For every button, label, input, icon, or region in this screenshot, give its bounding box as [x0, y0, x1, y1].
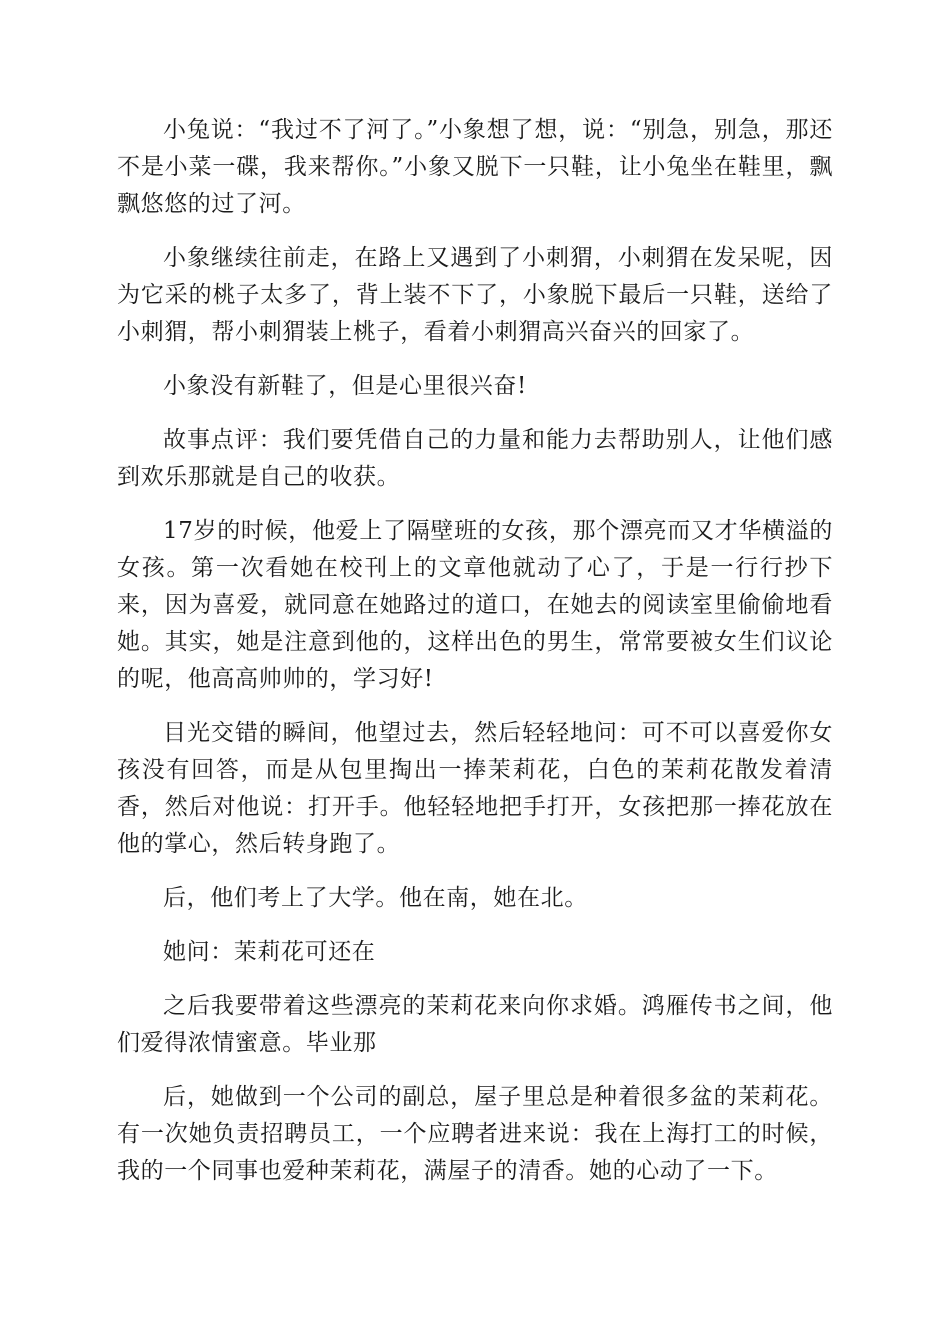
paragraph-she-asks: 她问：茉莉花可还在	[163, 939, 376, 965]
paragraph-rabbit-river: 小兔说：“我过不了河了。”小象想了想，说：“别急，别急，那还不是小菜一碟，我来帮你。”小象又脱下一只鞋，让小兔坐在鞋里，飘飘悠悠的过了河。	[117, 117, 833, 217]
paragraph-age-seventeen: 17岁的时候，他爱上了隔壁班的女孩，那个漂亮而又才华横溢的女孩。第一次看她在校刊上的文章他就动了心了，于是一行行抄下来，因为喜爱，就同意在她路过的道口，在她去的阅读室里偷偷地看她。其实，她是注意到他的，这样出色的男生，常常要被女生们议论的呢，他高高帅帅的，学习好!	[117, 518, 833, 692]
paragraph-proposal: 之后我要带着这些漂亮的茉莉花来向你求婚。鸿雁传书之间，他们爱得浓情蜜意。毕业那	[117, 993, 833, 1056]
paragraph-no-new-shoes: 小象没有新鞋了，但是心里很兴奋!	[163, 373, 527, 399]
paragraph-hedgehog-peaches: 小象继续往前走，在路上又遇到了小刺猬，小刺猬在发呆呢，因为它采的桃子太多了，背上装不下了，小象脱下最后一只鞋，送给了小刺猬，帮小刺猬装上桃子，看着小刺猬高兴奋兴的回家了。	[117, 245, 833, 345]
paragraph-jasmine-gift: 目光交错的瞬间，他望过去，然后轻轻地问：可不可以喜爱你女孩没有回答，而是从包里掏出一捧茉莉花，白色的茉莉花散发着清香，然后对他说：打开手。他轻轻地把手打开，女孩把那一捧花放在他的掌心，然后转身跑了。	[117, 720, 833, 857]
document-body	[117, 112, 833, 1207]
paragraph-vice-president: 后，她做到一个公司的副总，屋子里总是种着很多盆的茉莉花。有一次她负责招聘员工，一个应聘者进来说：我在上海打工的时候，我的一个同事也爱种茉莉花，满屋子的清香。她的心动了一下。	[117, 1084, 833, 1184]
paragraph-story-comment: 故事点评：我们要凭借自己的力量和能力去帮助别人，让他们感到欢乐那就是自己的收获。	[117, 427, 833, 490]
paragraph-university: 后，他们考上了大学。他在南，她在北。	[163, 885, 588, 911]
